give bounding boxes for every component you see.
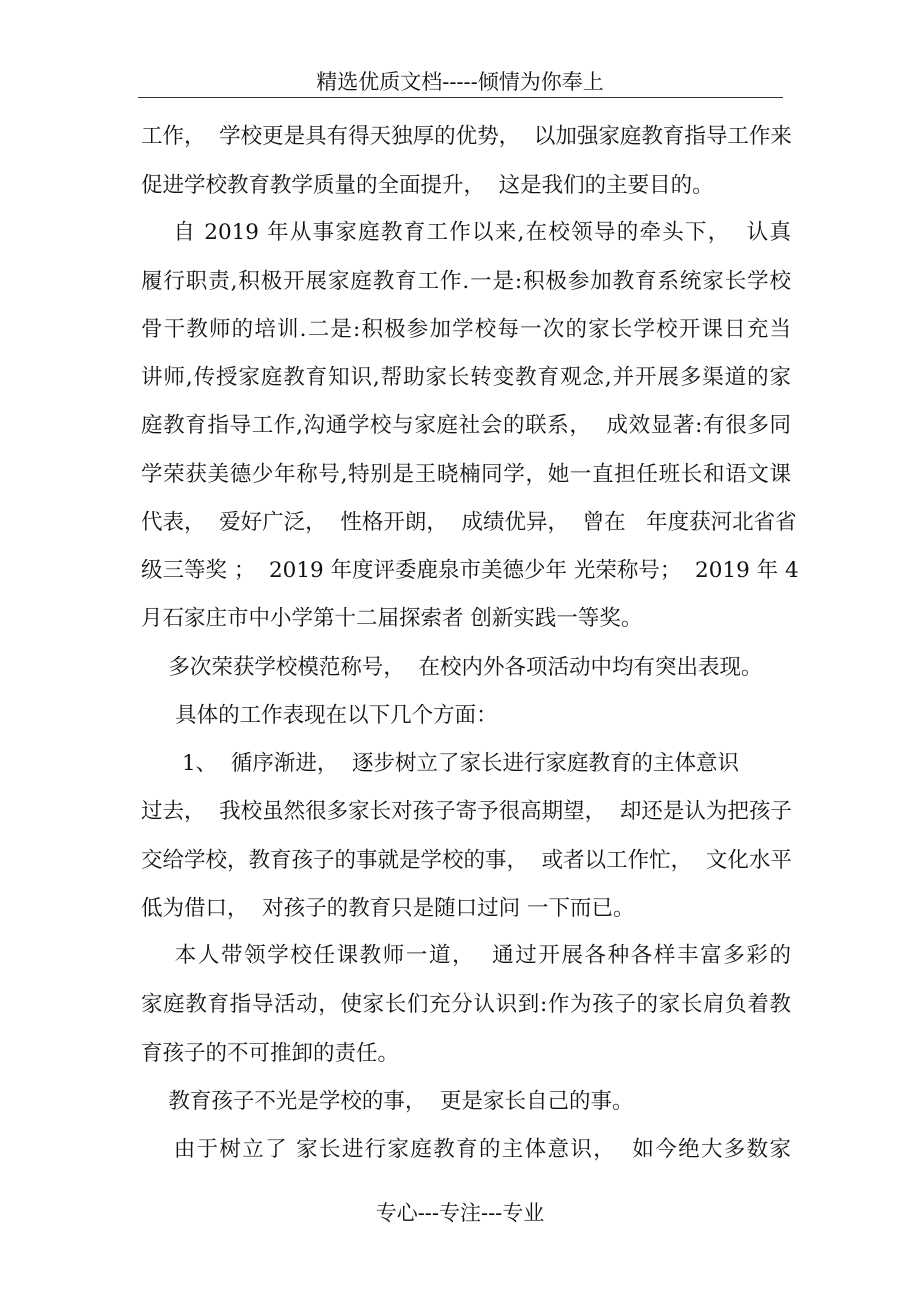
- body-line: 教育孩子不光是学校的事， 更是家长自己的事。: [141, 1089, 634, 1114]
- body-line: 过去， 我校虽然很多家长对孩子寄予很高期望， 却还是认为把孩子: [141, 799, 792, 824]
- body-line: 级三等奖 ； 2019 年度评委鹿泉市美德少年 光荣称号； 2019 年 4: [141, 558, 799, 583]
- body-line: 具体的工作表现在以下几个方面：: [141, 703, 498, 728]
- page-header: 精选优质文档-----倾情为你奉上: [316, 70, 604, 94]
- body-line: 多次荣获学校模范称号， 在校内外各项活动中均有突出表现。: [141, 655, 763, 680]
- body-line: 讲师,传授家庭教育知识,帮助家长转变教育观念,并开展多渠道的家: [141, 365, 791, 390]
- body-line: 由于树立了 家长进行家庭教育的主体意识， 如今绝大多数家: [141, 1137, 791, 1162]
- body-line: 交给学校，教育孩子的事就是学校的事， 或者以工作忙， 文化水平: [141, 848, 792, 873]
- body-line: 履行职责,积极开展家庭教育工作.一是:积极参加教育系统家长学校: [141, 269, 791, 294]
- body-line: 工作， 学校更是具有得天独厚的优势， 以加强家庭教育指导工作来: [141, 124, 792, 149]
- body-line: 学荣获美德少年称号,特别是王晓楠同学，她一直担任班长和语文课: [141, 462, 791, 487]
- body-line: 育孩子的不可推卸的责任。: [141, 1041, 400, 1066]
- body-line: 自 2019 年从事家庭教育工作以来,在校领导的牵头下， 认真: [141, 220, 791, 245]
- body-line: 月石家庄市中小学第十二届探索者 创新实践一等奖。: [141, 606, 643, 631]
- header-divider: [138, 97, 783, 98]
- body-line: 骨干教师的培训.二是:积极参加学校每一次的家长学校开课日充当: [141, 317, 791, 342]
- body-line: 代表， 爱好广泛， 性格开朗， 成绩优异， 曾在 年度获河北省省: [141, 510, 797, 535]
- body-line: 促进学校教育教学质量的全面提升， 这是我们的主要目的。: [141, 173, 714, 198]
- body-line: 本人带领学校任课教师一道， 通过开展各种各样丰富多彩的: [141, 943, 791, 968]
- body-line: 庭教育指导工作,沟通学校与家庭社会的联系， 成效显著:有很多同: [141, 413, 791, 438]
- body-line: 低为借口， 对孩子的教育只是随口过问 一下而已。: [141, 896, 635, 921]
- page-footer: 专心---专注---专业: [375, 1201, 545, 1225]
- body-line: 1、 循序渐进， 逐步树立了家长进行家庭教育的主体意识: [141, 751, 740, 776]
- body-line: 家庭教育指导活动，使家长们充分认识到:作为孩子的家长肩负着教: [141, 992, 791, 1017]
